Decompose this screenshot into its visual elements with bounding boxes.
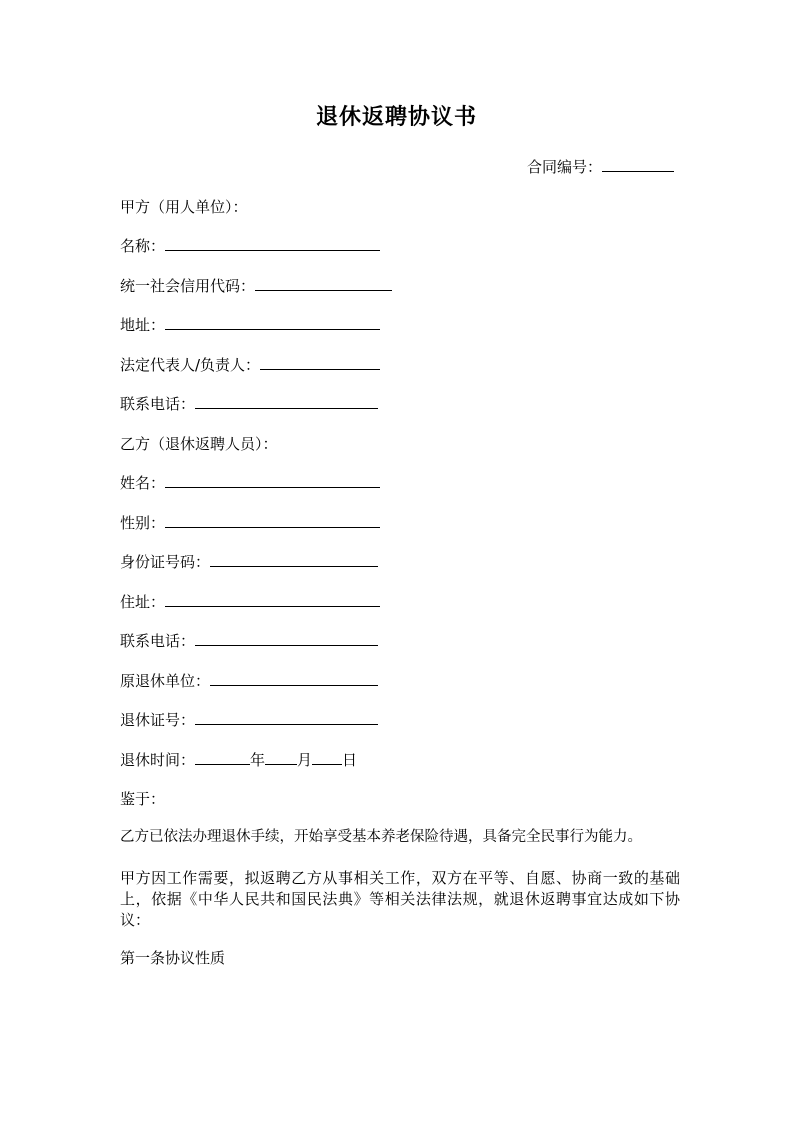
party-a-heading: 甲方（用人单位）：	[120, 198, 248, 216]
party-a-phone-line	[120, 394, 378, 414]
contract-number-blank[interactable]	[602, 157, 674, 172]
party-b-retire-cert-label: 退休证号：	[120, 711, 196, 729]
party-b-retire-cert-blank[interactable]	[195, 710, 378, 725]
party-b-retire-time-label: 退休时间：	[120, 751, 196, 769]
party-b-phone-blank[interactable]	[195, 631, 378, 646]
party-a-phone-label: 联系电话：	[120, 395, 196, 413]
whereas-heading: 鉴于：	[120, 790, 166, 808]
party-b-name-blank[interactable]	[165, 473, 380, 488]
party-b-name-line	[120, 473, 380, 493]
party-b-address-label: 住址：	[120, 593, 166, 611]
paragraph-1: 乙方已依法办理退休手续，开始享受基本养老保险待遇，具备完全民事行为能力。	[120, 829, 642, 845]
party-a-address-blank[interactable]	[165, 315, 380, 330]
party-b-id-blank[interactable]	[210, 552, 378, 567]
party-a-credit-code-label: 统一社会信用代码：	[120, 277, 256, 295]
party-b-id-label: 身份证号码：	[120, 553, 211, 571]
contract-number-line	[527, 157, 674, 177]
retire-day-blank[interactable]	[312, 750, 342, 765]
party-a-name-blank[interactable]	[165, 236, 380, 251]
party-b-former-employer-label: 原退休单位：	[120, 672, 211, 690]
party-b-retire-cert-line	[120, 710, 378, 730]
party-b-former-employer-line	[120, 671, 378, 691]
month-label: 月	[297, 751, 313, 769]
party-a-name-label: 名称：	[120, 237, 166, 255]
party-b-heading: 乙方（退休返聘人员）：	[120, 435, 278, 453]
party-b-name-label: 姓名：	[120, 474, 166, 492]
retire-year-blank[interactable]	[195, 750, 250, 765]
party-b-phone-label: 联系电话：	[120, 632, 196, 650]
party-a-name-line	[120, 236, 380, 256]
contract-number-label: 合同编号：	[526, 158, 602, 176]
paragraph-2: 甲方因工作需要，拟返聘乙方从事相关工作，双方在平等、自愿、协商一致的基础上，依据《中华人民共和国民法典》等相关法律法规，就退休返聘事宜达成如下协议：	[120, 869, 680, 929]
party-b-address-blank[interactable]	[165, 592, 380, 607]
party-b-gender-line	[120, 513, 380, 533]
party-a-address-line	[120, 315, 380, 335]
party-b-retire-time-line	[120, 750, 357, 770]
party-b-address-line	[120, 592, 380, 612]
party-b-former-employer-blank[interactable]	[210, 671, 378, 686]
party-a-legal-rep-label: 法定代表人/负责人：	[120, 356, 261, 374]
party-a-legal-rep-blank[interactable]	[260, 355, 380, 370]
party-b-gender-label: 性别：	[120, 514, 166, 532]
party-b-id-line	[120, 552, 378, 572]
party-b-gender-blank[interactable]	[165, 513, 380, 528]
party-b-phone-line	[120, 631, 378, 651]
article-1-heading: 第一条协议性质	[120, 949, 226, 967]
party-a-legal-rep-line	[120, 355, 380, 375]
party-a-phone-blank[interactable]	[195, 394, 378, 409]
year-label: 年	[250, 751, 266, 769]
party-a-address-label: 地址：	[120, 316, 166, 334]
retire-month-blank[interactable]	[265, 750, 297, 765]
document-title: 退休返聘协议书	[315, 104, 477, 130]
day-label: 日	[342, 751, 358, 769]
party-a-credit-code-line	[120, 276, 392, 296]
party-a-credit-code-blank[interactable]	[255, 276, 392, 291]
